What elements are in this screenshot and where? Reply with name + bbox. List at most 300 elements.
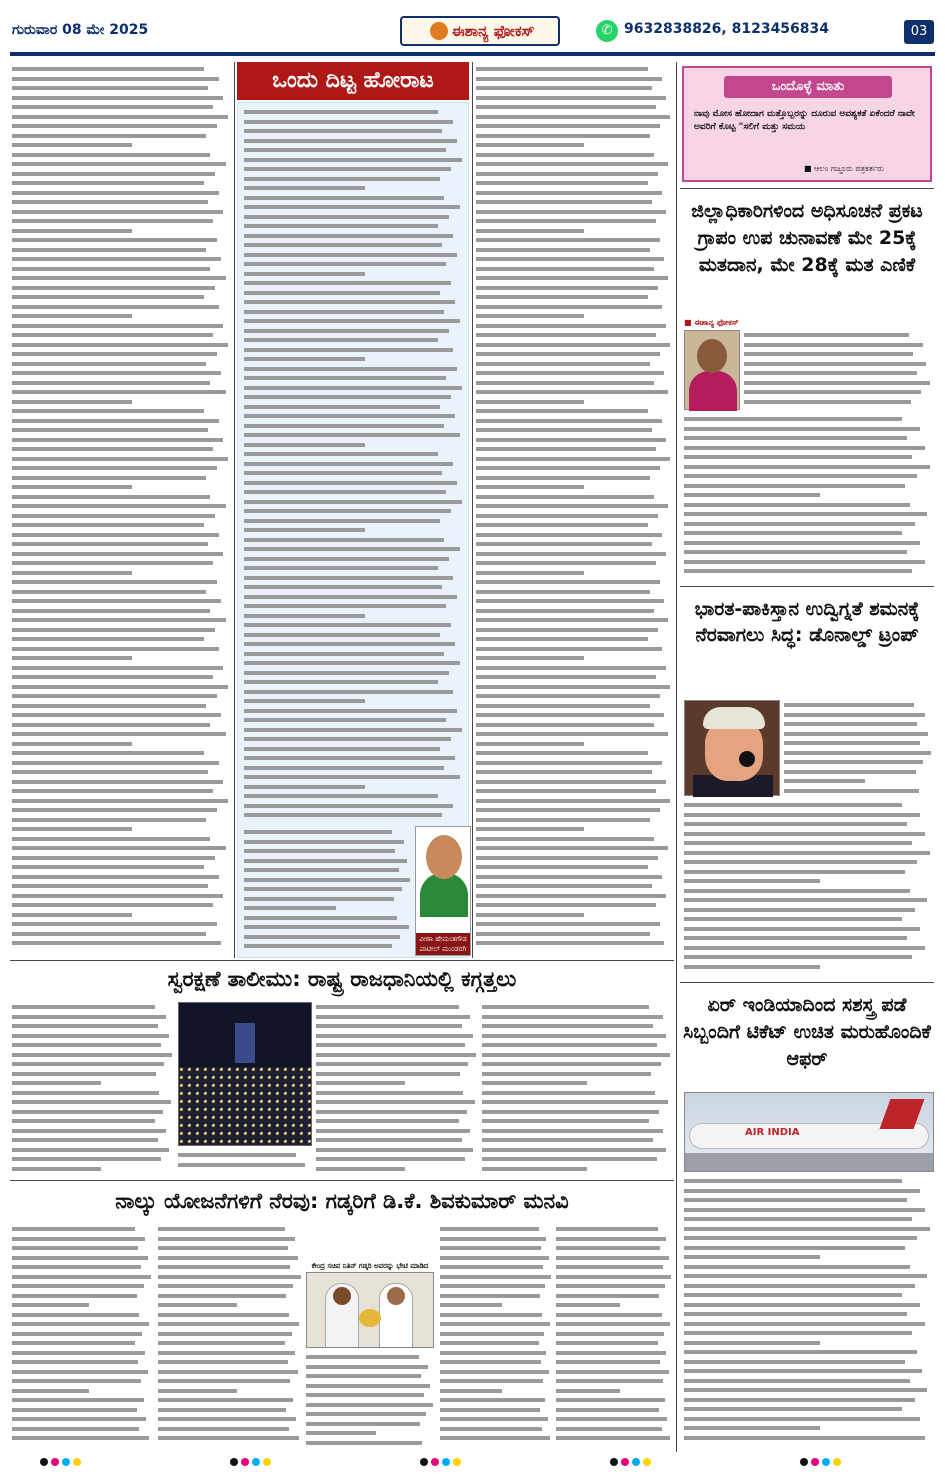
text-line — [440, 1338, 552, 1348]
text-line — [12, 1164, 174, 1174]
text-line — [12, 444, 230, 454]
text-line — [476, 729, 672, 739]
text-line — [684, 1423, 932, 1433]
gadkari-photo — [306, 1272, 434, 1348]
text-line — [476, 425, 672, 435]
text-line — [476, 596, 672, 606]
text-line — [482, 1012, 672, 1022]
rally-text-1b — [178, 1150, 312, 1176]
text-line — [12, 815, 230, 825]
gadkari-text-3 — [306, 1352, 434, 1448]
registration-dot — [800, 1458, 808, 1466]
text-line — [684, 1338, 932, 1348]
text-line — [244, 649, 464, 659]
text-line — [482, 1164, 672, 1174]
text-line — [12, 368, 230, 378]
text-line — [316, 1145, 478, 1155]
text-line — [12, 881, 230, 891]
text-line — [476, 786, 672, 796]
airindia-text — [684, 1176, 932, 1448]
airindia-photo — [684, 1092, 934, 1172]
text-line — [316, 1050, 478, 1060]
text-line — [684, 914, 932, 924]
text-line — [244, 193, 464, 203]
text-line — [12, 1059, 174, 1069]
text-line — [316, 1012, 478, 1022]
text-line — [244, 297, 464, 307]
blackout-photo — [178, 1002, 312, 1146]
text-line — [158, 1319, 302, 1329]
text-line — [12, 321, 230, 331]
text-line — [476, 539, 672, 549]
text-line — [12, 1395, 152, 1405]
text-line — [784, 786, 932, 796]
text-line — [556, 1291, 672, 1301]
text-line — [12, 663, 230, 673]
text-line — [684, 886, 932, 896]
text-line — [316, 1097, 478, 1107]
rally-text-1 — [12, 1002, 174, 1174]
registration-dot — [230, 1458, 238, 1466]
text-line — [244, 231, 464, 241]
text-line — [12, 1424, 152, 1434]
text-line — [684, 452, 932, 462]
editorial-title: ಒಂದು ದಿಟ್ಟ ಹೋರಾಟ — [237, 62, 469, 100]
text-line — [178, 1160, 312, 1170]
text-line — [784, 748, 932, 758]
text-line — [684, 424, 932, 434]
text-line — [158, 1262, 302, 1272]
text-line — [12, 1300, 152, 1310]
text-line — [482, 1069, 672, 1079]
text-line — [12, 112, 230, 122]
text-line — [684, 819, 932, 829]
text-line — [244, 894, 412, 904]
text-line — [476, 207, 672, 217]
registration-dot — [40, 1458, 48, 1466]
text-line — [684, 1433, 932, 1443]
text-line — [244, 307, 464, 317]
text-line — [12, 1021, 174, 1031]
text-line — [244, 316, 464, 326]
text-line — [684, 1243, 932, 1253]
gram-headline[interactable]: ಜಿಲ್ಲಾಧಿಕಾರಿಗಳಿಂದ ಅಧಿಸೂಚನೆ ಪ್ರಕಟ ಗ್ರಾಪಂ ಉಪ ಚುನಾವಣೆ ಮೇ 25ಕ್ಕೆ ಮತದಾನ, ಮೇ 28ಕ್ಕೆ ಮತ ಎಣಿಕೆ — [691, 200, 923, 276]
text-line — [440, 1424, 552, 1434]
text-line — [158, 1395, 302, 1405]
rally-text-2 — [316, 1002, 478, 1174]
text-line — [744, 368, 932, 378]
text-line — [316, 1040, 478, 1050]
text-line — [684, 1366, 932, 1376]
ganesha-logo-icon — [430, 22, 448, 40]
registration-dot — [811, 1458, 819, 1466]
text-line — [12, 501, 230, 511]
text-line — [476, 530, 672, 540]
rally-headline[interactable]: ಸ್ವರಕ್ಷಣೆ ತಾಲೀಮು: ರಾಷ್ಟ್ರ ರಾಜಧಾನಿಯಲ್ಲಿ ಕಗ್ಗತ್ತಲು — [167, 967, 517, 991]
text-line — [158, 1234, 302, 1244]
text-line — [476, 216, 672, 226]
text-line — [12, 1116, 174, 1126]
gadkari-headline[interactable]: ನಾಲ್ಕು ಯೋಜನೆಗಳಿಗೆ ನೆರವು: ಗಡ್ಕರಿಗೆ ಡಿ.ಕೆ. ಶಿವಕುಮಾರ್ ಮನವಿ — [115, 1189, 569, 1213]
india-gate — [235, 1023, 255, 1063]
trump-text — [684, 800, 932, 978]
text-line — [244, 696, 464, 706]
text-line — [244, 630, 464, 640]
text-line — [684, 414, 932, 424]
text-line — [12, 1050, 174, 1060]
text-line — [12, 197, 230, 207]
contact-phones: 9632838826, 8123456834 — [624, 21, 830, 37]
text-line — [476, 254, 672, 264]
text-line — [244, 772, 464, 782]
text-line — [316, 1088, 478, 1098]
text-line — [244, 430, 464, 440]
text-line — [244, 383, 464, 393]
text-line — [244, 212, 464, 222]
section-divider — [680, 982, 934, 983]
text-line — [744, 330, 932, 340]
text-line — [12, 1367, 152, 1377]
text-line — [316, 1107, 478, 1117]
masthead-logo[interactable] — [400, 16, 560, 46]
text-line — [476, 881, 672, 891]
text-line — [244, 506, 464, 516]
text-line — [244, 183, 464, 193]
text-line — [440, 1243, 552, 1253]
registration-dot — [62, 1458, 70, 1466]
text-line — [476, 311, 672, 321]
text-line — [244, 791, 464, 801]
text-line — [12, 587, 230, 597]
text-line — [556, 1272, 672, 1282]
gadkari-text-5 — [556, 1224, 672, 1448]
text-line — [12, 1262, 152, 1272]
text-line — [12, 330, 230, 340]
text-line — [12, 1040, 174, 1050]
text-line — [556, 1376, 672, 1386]
text-line — [12, 530, 230, 540]
trump-photo — [684, 700, 780, 796]
text-line — [684, 528, 932, 538]
text-line — [684, 1252, 932, 1262]
text-line — [244, 535, 464, 545]
text-line — [684, 848, 932, 858]
text-line — [476, 235, 672, 245]
text-line — [476, 796, 672, 806]
text-line — [440, 1234, 552, 1244]
text-line — [684, 547, 932, 557]
text-line — [684, 481, 932, 491]
text-line — [244, 117, 464, 127]
text-line — [244, 174, 464, 184]
text-line — [476, 748, 672, 758]
text-line — [244, 516, 464, 526]
text-line — [244, 592, 464, 602]
text-line — [12, 1145, 174, 1155]
airindia-headline[interactable]: ಏರ್ ಇಂಡಿಯಾದಿಂದ ಸಶಸ್ತ್ರ ಪಡೆ ಸಿಬ್ಬಂದಿಗೆ ಟಿಕೆಟ್ ಉಚಿತ ಮರುಹೊಂದಿಕೆ ಆಫರ್ — [683, 994, 931, 1070]
text-line — [244, 658, 464, 668]
text-line — [12, 805, 230, 815]
text-line — [684, 838, 932, 848]
text-line — [476, 682, 672, 692]
text-line — [12, 406, 230, 416]
gadkari-text-1 — [12, 1224, 152, 1448]
text-line — [684, 1376, 932, 1386]
text-line — [316, 1116, 478, 1126]
registration-dot — [263, 1458, 271, 1466]
text-line — [476, 739, 672, 749]
text-line — [476, 264, 672, 274]
text-line — [158, 1329, 302, 1339]
text-line — [244, 706, 464, 716]
text-line — [482, 1059, 672, 1069]
text-line — [684, 1385, 932, 1395]
text-line — [244, 364, 464, 374]
text-line — [684, 867, 932, 877]
text-line — [440, 1224, 552, 1234]
masthead-text: ಈಶಾನ್ಯ ಫೋಕಸ್ — [451, 22, 535, 40]
text-line — [306, 1438, 434, 1448]
author-figure — [420, 873, 468, 917]
text-line — [12, 615, 230, 625]
text-line — [684, 471, 932, 481]
text-line — [784, 700, 932, 710]
text-line — [476, 416, 672, 426]
text-line — [556, 1405, 672, 1415]
text-line — [158, 1272, 302, 1282]
text-line — [12, 1097, 174, 1107]
text-line — [244, 440, 464, 450]
text-line — [12, 1376, 152, 1386]
text-line — [12, 1088, 174, 1098]
text-line — [482, 1126, 672, 1136]
runway — [685, 1153, 934, 1172]
text-line — [476, 653, 672, 663]
text-line — [244, 573, 464, 583]
text-line — [158, 1386, 302, 1396]
text-line — [476, 83, 672, 93]
text-line — [158, 1243, 302, 1253]
text-line — [476, 359, 672, 369]
text-line — [12, 1319, 152, 1329]
photo-face — [697, 339, 727, 373]
text-line — [556, 1319, 672, 1329]
text-line — [244, 677, 464, 687]
trump-headline[interactable]: ಭಾರತ-ಪಾಕಿಸ್ತಾನ ಉದ್ವಿಗ್ನತೆ ಶಮನಕ್ಕೆ ನೆರವಾಗಲು ಸಿದ್ಧ: ಡೊನಾಲ್ಡ್ ಟ್ರಂಪ್ — [694, 598, 920, 646]
text-line — [476, 549, 672, 559]
text-line — [12, 387, 230, 397]
text-line — [12, 720, 230, 730]
text-line — [476, 701, 672, 711]
text-line — [12, 1126, 174, 1136]
text-line — [684, 1290, 932, 1300]
text-line — [440, 1357, 552, 1367]
text-line — [12, 1310, 152, 1320]
text-line — [244, 459, 464, 469]
gadkari-photo-caption: ಕೇಂದ್ರ ಸಚಿವ ನಿತಿನ್ ಗಡ್ಕರಿ ಅವರನ್ನು ಭೇಟಿ ಮಾಡಿದ — [311, 1262, 429, 1270]
registration-dot — [621, 1458, 629, 1466]
text-line — [556, 1224, 672, 1234]
text-line — [12, 777, 230, 787]
text-line — [476, 112, 672, 122]
text-line — [306, 1400, 434, 1410]
text-line — [476, 273, 672, 283]
text-line — [476, 349, 672, 359]
text-line — [12, 150, 230, 160]
text-line — [12, 786, 230, 796]
text-line — [244, 668, 464, 678]
photo-face-left — [333, 1287, 351, 1305]
text-line — [12, 302, 230, 312]
text-line — [476, 473, 672, 483]
text-line — [684, 1224, 932, 1234]
text-line — [12, 549, 230, 559]
text-line — [244, 269, 464, 279]
text-line — [12, 701, 230, 711]
text-line — [476, 672, 672, 682]
text-line — [482, 1002, 672, 1012]
text-line — [178, 1150, 312, 1160]
text-line — [316, 1126, 478, 1136]
text-line — [684, 895, 932, 905]
column-divider — [676, 62, 677, 1452]
text-line — [244, 753, 464, 763]
text-line — [684, 829, 932, 839]
text-line — [244, 639, 464, 649]
text-line — [12, 492, 230, 502]
photo-figure — [689, 371, 737, 411]
text-line — [244, 620, 464, 630]
text-line — [12, 425, 230, 435]
text-line — [684, 1186, 932, 1196]
whatsapp-icon[interactable]: ✆ — [596, 20, 618, 42]
text-line — [12, 416, 230, 426]
text-line — [12, 140, 230, 150]
gadkari-text-4 — [440, 1224, 552, 1448]
text-line — [476, 853, 672, 863]
text-line — [556, 1281, 672, 1291]
text-line — [684, 857, 932, 867]
text-line — [244, 411, 464, 421]
page-header — [0, 0, 945, 60]
text-line — [158, 1291, 302, 1301]
text-line — [476, 587, 672, 597]
text-line — [12, 900, 230, 910]
text-line — [476, 397, 672, 407]
text-line — [556, 1329, 672, 1339]
text-line — [244, 611, 464, 621]
text-line — [476, 492, 672, 502]
text-line — [440, 1414, 552, 1424]
text-line — [440, 1367, 552, 1377]
text-line — [556, 1414, 672, 1424]
text-line — [158, 1357, 302, 1367]
text-line — [12, 397, 230, 407]
text-line — [12, 1069, 174, 1079]
text-line — [12, 834, 230, 844]
section-divider — [680, 188, 934, 189]
text-line — [12, 454, 230, 464]
text-line — [684, 800, 932, 810]
text-line — [12, 74, 230, 84]
text-line — [12, 1243, 152, 1253]
header-rule — [10, 52, 935, 56]
text-line — [306, 1409, 434, 1419]
text-line — [476, 482, 672, 492]
text-line — [556, 1395, 672, 1405]
text-line — [476, 340, 672, 350]
text-line — [12, 1386, 152, 1396]
text-line — [476, 197, 672, 207]
text-line — [12, 1405, 152, 1415]
text-line — [684, 1328, 932, 1338]
text-line — [316, 1021, 478, 1031]
text-line — [684, 1262, 932, 1272]
text-line — [476, 758, 672, 768]
text-line — [476, 463, 672, 473]
photo-hair — [703, 707, 765, 729]
text-line — [476, 625, 672, 635]
text-line — [244, 240, 464, 250]
text-line — [476, 226, 672, 236]
column-divider — [472, 62, 473, 958]
text-line — [158, 1224, 302, 1234]
text-line — [744, 340, 932, 350]
text-line — [158, 1338, 302, 1348]
text-line — [12, 558, 230, 568]
text-line — [12, 691, 230, 701]
registration-dot — [822, 1458, 830, 1466]
editorial-author-photo — [415, 826, 471, 956]
issue-date: ಗುರುವಾರ 08 ಮೇ 2025 — [12, 22, 149, 38]
text-line — [12, 767, 230, 777]
bouquet — [359, 1309, 381, 1327]
text-line — [12, 359, 230, 369]
text-line — [12, 131, 230, 141]
text-line — [556, 1338, 672, 1348]
text-line — [12, 216, 230, 226]
text-line — [684, 1414, 932, 1424]
gram-text-side — [744, 330, 932, 414]
text-line — [684, 1205, 932, 1215]
text-line — [784, 767, 932, 777]
text-line — [12, 1224, 152, 1234]
text-line — [244, 107, 464, 117]
text-line — [684, 1309, 932, 1319]
text-line — [684, 490, 932, 500]
text-line — [440, 1376, 552, 1386]
text-line — [476, 891, 672, 901]
text-line — [476, 710, 672, 720]
text-line — [12, 482, 230, 492]
text-line — [158, 1253, 302, 1263]
text-line — [244, 468, 464, 478]
microphone-icon — [739, 751, 755, 767]
text-line — [784, 738, 932, 748]
text-line — [482, 1097, 672, 1107]
text-line — [316, 1031, 478, 1041]
text-line — [12, 634, 230, 644]
text-line — [684, 1271, 932, 1281]
text-line — [12, 273, 230, 283]
text-line — [244, 563, 464, 573]
text-line — [440, 1319, 552, 1329]
text-line — [476, 900, 672, 910]
text-line — [684, 943, 932, 953]
text-line — [476, 444, 672, 454]
text-line — [476, 615, 672, 625]
text-line — [316, 1078, 478, 1088]
